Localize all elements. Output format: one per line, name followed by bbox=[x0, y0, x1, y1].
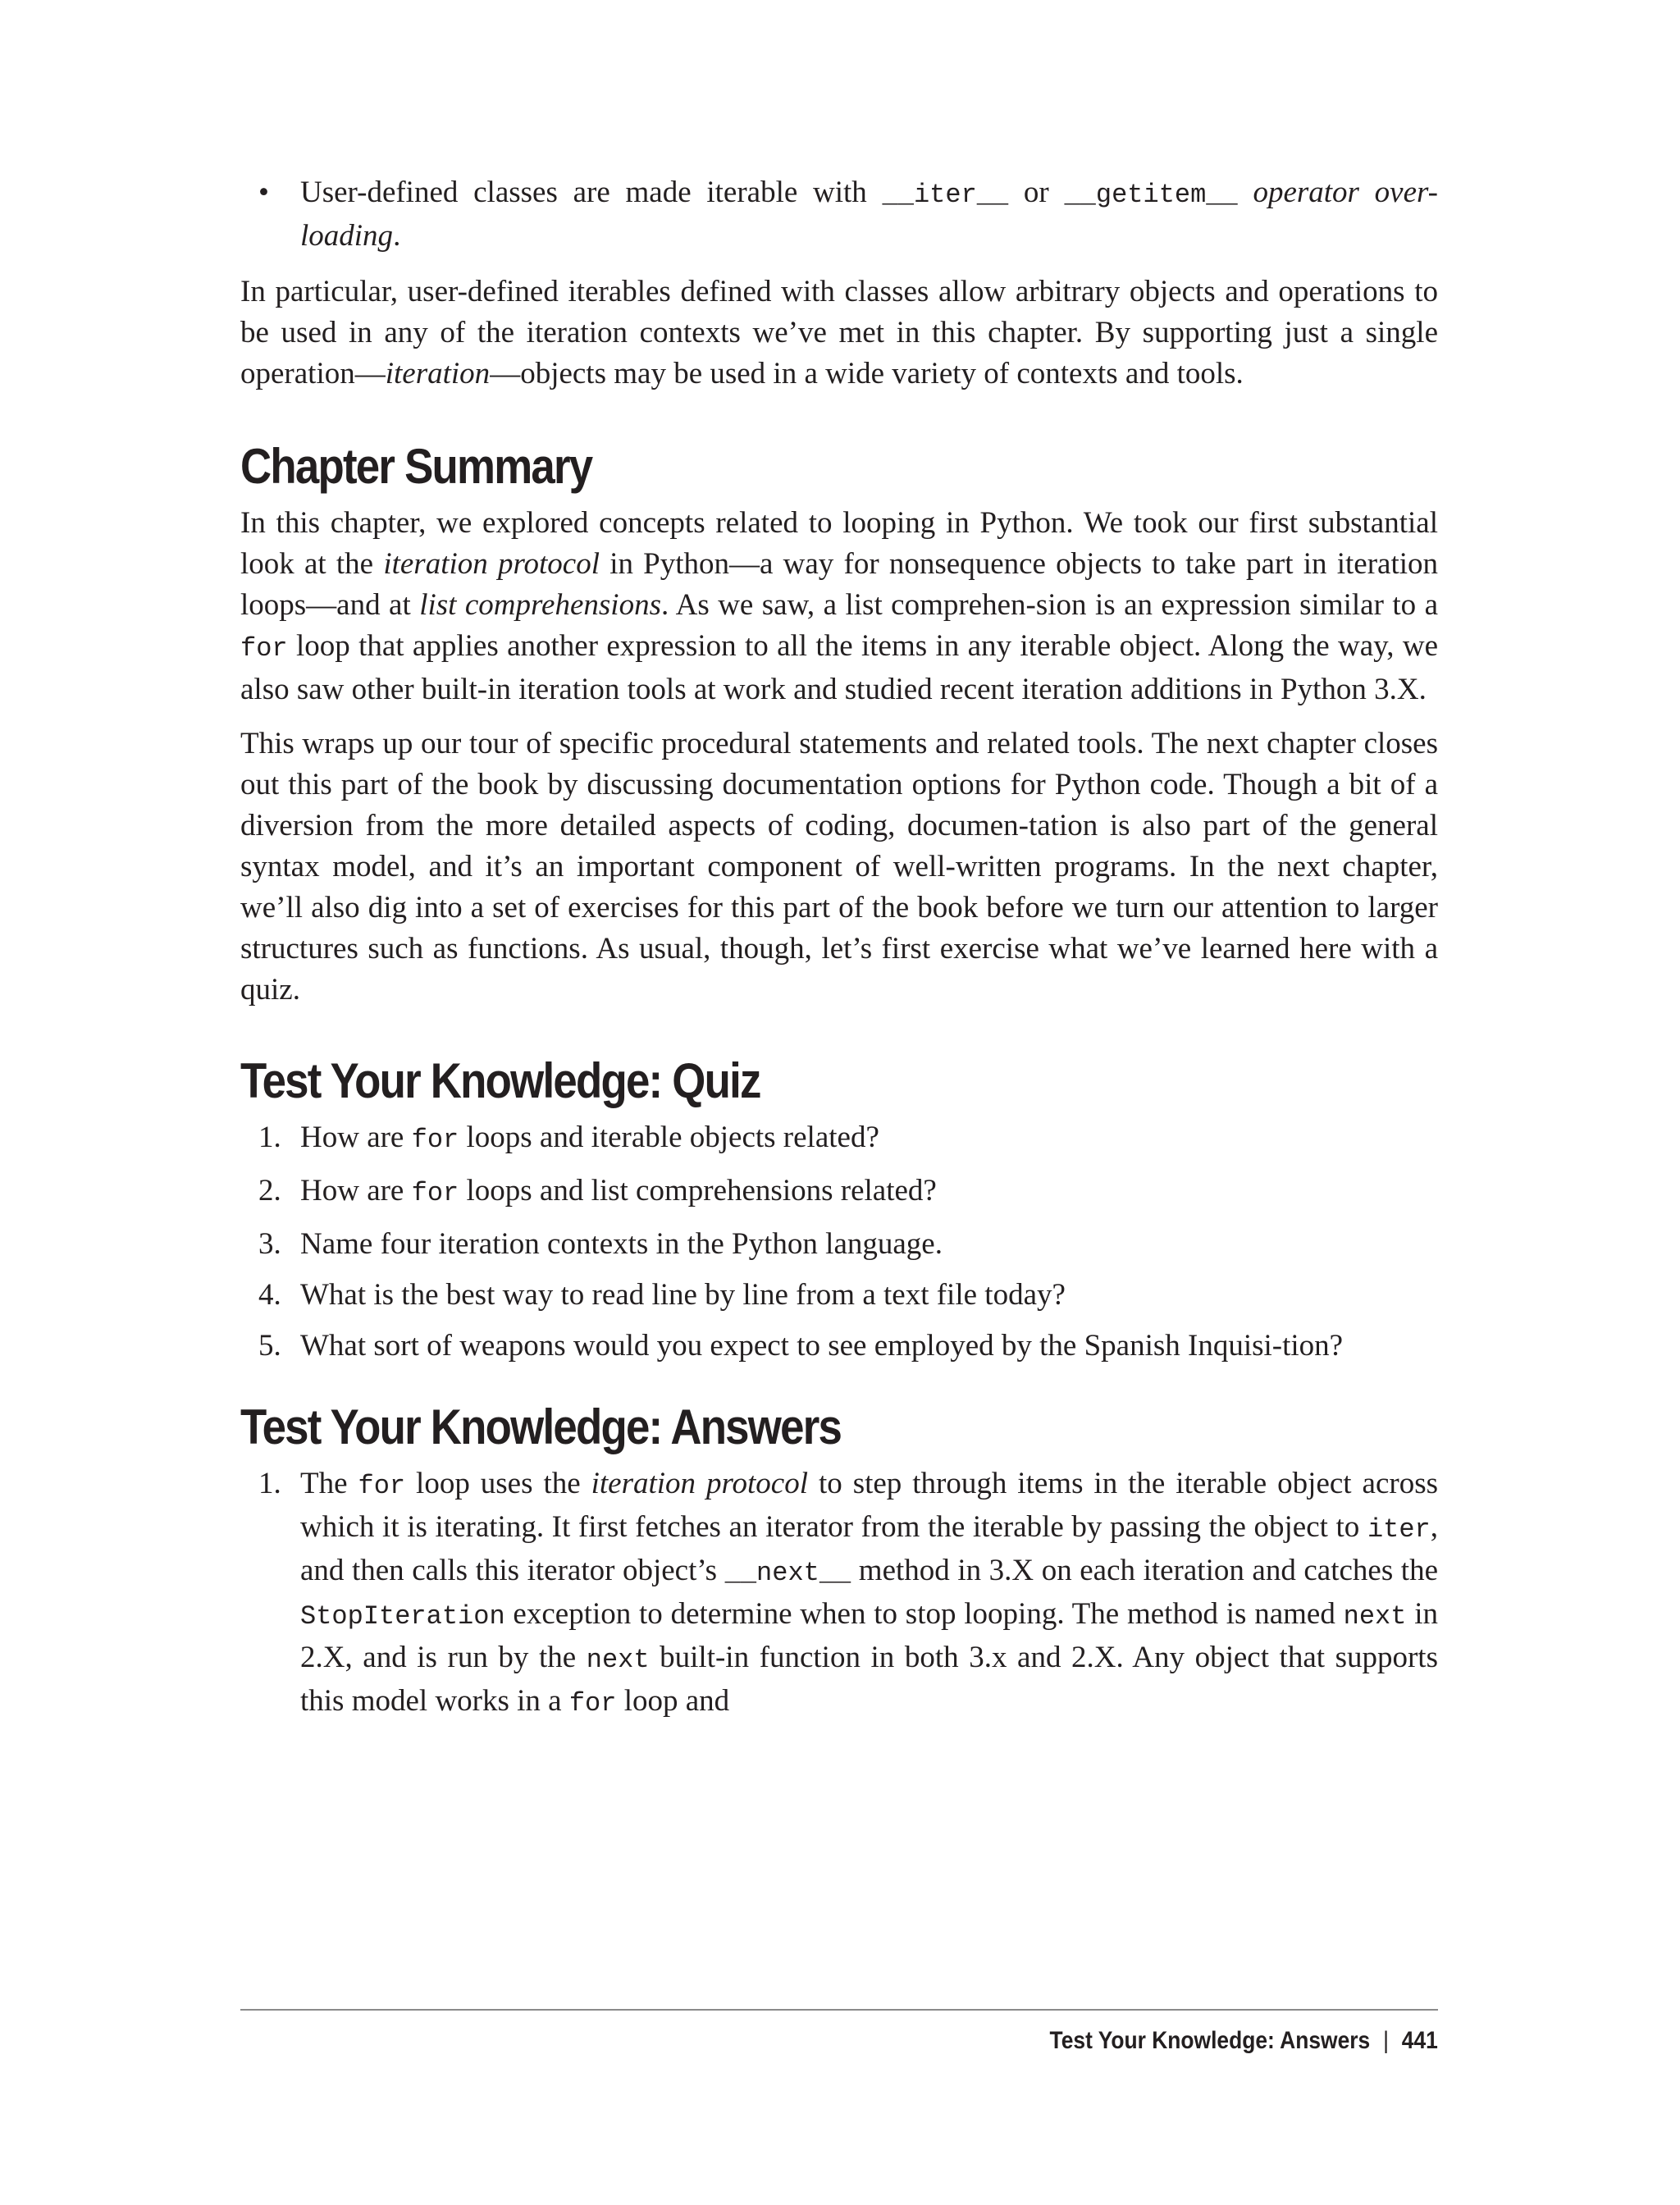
text-run: What sort of weapons would you expect to see employed by the Spanish Inquisi-tion? bbox=[300, 1329, 1344, 1363]
text-run: method in 3.X on each iteration and catches the bbox=[851, 1554, 1439, 1587]
code-run: for bbox=[358, 1471, 406, 1501]
running-section-title: Test Your Knowledge: Answers bbox=[1049, 2027, 1371, 2054]
emphasis-run: iteration protocol bbox=[383, 547, 600, 581]
text-run: . bbox=[393, 219, 401, 253]
question-number: 3. bbox=[258, 1227, 281, 1261]
quiz-list bbox=[240, 1117, 1438, 1367]
code-run: for bbox=[411, 1125, 459, 1155]
quiz-heading: Test Your Knowledge: Quiz bbox=[240, 1053, 760, 1108]
text-run: Name four iteration contexts in the Python language. bbox=[300, 1227, 943, 1261]
text-run: in 2.X, and is run by the bbox=[300, 1597, 1438, 1674]
page-footer bbox=[1050, 2025, 1438, 2057]
text-run: User-defined classes are made iterable with bbox=[300, 176, 883, 209]
text-run: loop and bbox=[616, 1684, 730, 1718]
summary-paragraph-2: This wraps up our tour of specific procedural statements and related tools. The next chapter closes out this part of the book by discussing documentation options for Python code. Though a bit of a diversion from the more detailed aspects of coding, documen-tation is also part of the general syntax model, and it’s an important component of well-written programs. In the next chapter, we’ll also dig into a set of exercises for this part of the book before we turn our attention to larger structures such as functions. As usual, though, let’s first exercise what we’ve learned here with a quiz. bbox=[240, 727, 1438, 1007]
code-run: for bbox=[240, 633, 288, 664]
text-run: In this chapter, we explored concepts related to looping in Python. We took our first substantial look at the bbox=[240, 506, 1438, 581]
footer-rule bbox=[240, 2009, 1438, 2011]
chapter-summary-heading: Chapter Summary bbox=[240, 439, 592, 494]
text-run: loop that applies another expression to all the items in any iterable object. Along the way, we also saw other built-in iteration tools at work and studied recent iteration additions in Python 3.X. bbox=[240, 629, 1438, 706]
text-run: In particular, user-defined iterables defined with classes allow arbitrary objects and operations to be used in any of the iteration contexts we’ve met in this chapter. By supporting just a single operation— bbox=[240, 275, 1438, 390]
text-run: How are bbox=[300, 1121, 412, 1154]
answer-number: 1. bbox=[258, 1467, 281, 1500]
page-number: 441 bbox=[1401, 2027, 1438, 2054]
quiz-question-5 bbox=[240, 1326, 1438, 1367]
text-run: How are bbox=[300, 1174, 412, 1208]
code-run: StopIteration bbox=[300, 1601, 505, 1632]
code-run: next bbox=[1343, 1601, 1407, 1632]
text-run: The bbox=[300, 1467, 358, 1500]
code-run: __next__ bbox=[724, 1558, 851, 1588]
text-run: . As we saw, a list comprehen-sion is an expression similar to a bbox=[660, 588, 1438, 622]
summary-paragraph-1 bbox=[240, 503, 1438, 710]
text-run: or bbox=[1008, 176, 1065, 209]
text-run: What is the best way to read line by line from a text file today? bbox=[300, 1278, 1066, 1312]
question-number: 1. bbox=[258, 1121, 281, 1154]
intro-bullet-list bbox=[240, 172, 1438, 257]
code-run: iter bbox=[1367, 1514, 1431, 1545]
code-run: for bbox=[411, 1178, 459, 1208]
bullet-item bbox=[240, 172, 1438, 257]
emphasis-run: list comprehensions bbox=[419, 588, 661, 622]
answers-list bbox=[240, 1463, 1438, 1724]
text-run: loops and list comprehensions related? bbox=[459, 1174, 937, 1208]
question-number: 2. bbox=[258, 1174, 281, 1208]
emphasis-run: iteration protocol bbox=[591, 1467, 809, 1500]
quiz-question-2 bbox=[240, 1171, 1438, 1214]
text-run: in Python—a way for nonsequence objects to take part in iteration loops—and at bbox=[240, 547, 1439, 622]
text-run: loop uses the bbox=[405, 1467, 591, 1500]
text-run: exception to determine when to stop looping. The method is named bbox=[504, 1597, 1344, 1631]
footer-separator: | bbox=[1383, 2027, 1390, 2054]
code-run: for bbox=[568, 1688, 617, 1719]
text-run: built-in function in both 3.x and 2.X. Any object that supports this model works in a bbox=[300, 1641, 1438, 1718]
code-run: next bbox=[586, 1645, 650, 1675]
emphasis-run: operator over-loading bbox=[300, 176, 1438, 253]
answers-heading: Test Your Knowledge: Answers bbox=[240, 1399, 842, 1454]
quiz-question-1 bbox=[240, 1117, 1438, 1161]
text-run: —objects may be used in a wide variety of contexts and tools. bbox=[490, 357, 1244, 390]
code-run: __iter__ bbox=[882, 180, 1009, 210]
quiz-question-3 bbox=[240, 1224, 1438, 1265]
intro-paragraph bbox=[240, 272, 1438, 395]
answer-1 bbox=[240, 1463, 1438, 1724]
text-run bbox=[1238, 176, 1253, 209]
question-number: 4. bbox=[258, 1278, 281, 1312]
emphasis-run: iteration bbox=[385, 357, 491, 390]
text-run: to step through items in the iterable object across which it is iterating. It first fetches an iterator from the iterable by passing the object to bbox=[300, 1467, 1439, 1544]
quiz-question-4 bbox=[240, 1275, 1438, 1316]
text-run: , and then calls this iterator object’s bbox=[300, 1510, 1438, 1587]
code-run: __getitem__ bbox=[1064, 180, 1238, 210]
text-run: loops and iterable objects related? bbox=[459, 1121, 879, 1154]
question-number: 5. bbox=[258, 1329, 281, 1363]
